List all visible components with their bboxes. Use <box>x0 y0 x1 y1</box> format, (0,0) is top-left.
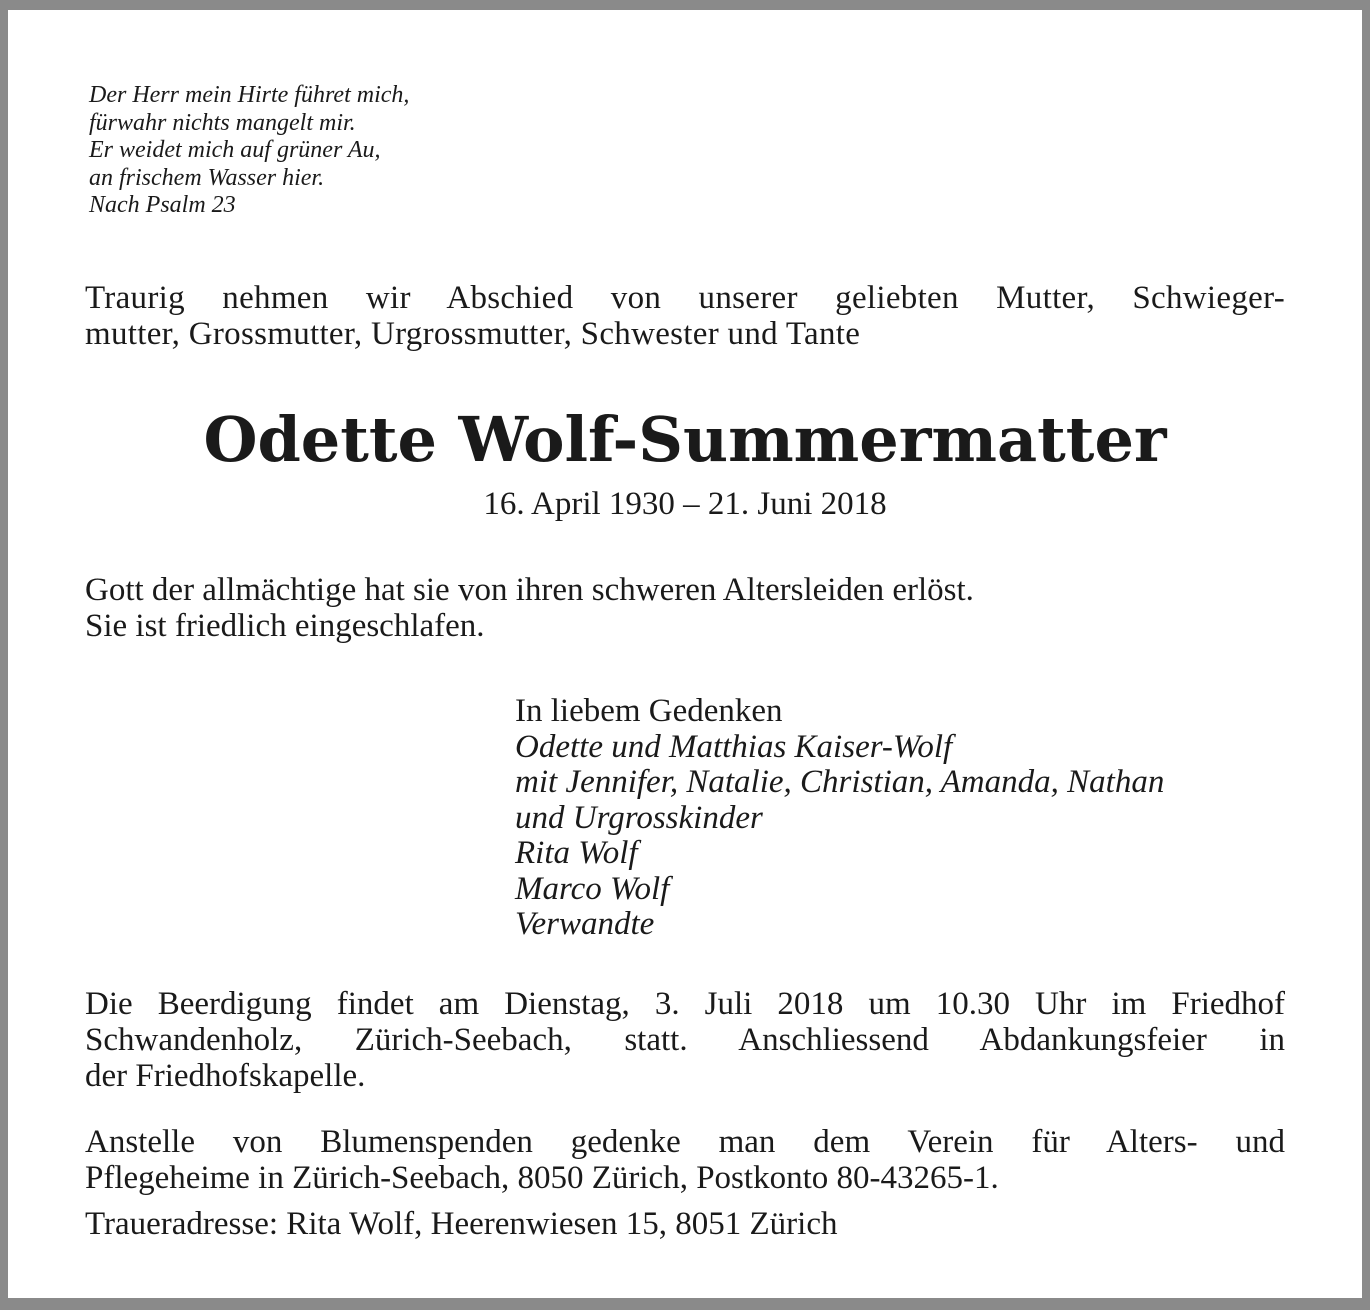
mourner-line: Marco Wolf <box>515 870 670 907</box>
intro-line: mutter, Grossmutter, Urgrossmutter, Schwester und Tante <box>85 316 861 352</box>
mourner-line: Verwandte <box>515 906 655 942</box>
mourner-line: und Urgrosskinder <box>515 799 763 836</box>
psalm-line: fürwahr nichts mangelt mir. <box>89 109 356 136</box>
donation-line: Pflegeheime in Zürich-Seebach, 8050 Zürich, Postkonto 80-43265-1. <box>85 1160 999 1196</box>
burial-info <box>85 986 1285 1094</box>
life-dates: 16. April 1930 – 21. Juni 2018 <box>483 486 887 522</box>
release-text <box>85 572 974 644</box>
psalm-source: Nach Psalm 23 <box>89 192 236 218</box>
memory-heading: In liebem Gedenken <box>515 693 783 729</box>
mourner-line: Odette und Matthias Kaiser-Wolf <box>515 728 953 765</box>
burial-line: der Friedhofskapelle. <box>85 1058 366 1094</box>
mourning-address <box>85 1206 1285 1242</box>
mourners-block <box>515 694 1164 943</box>
release-line: Sie ist friedlich eingeschlafen. <box>85 608 485 644</box>
deceased-name: Odette Wolf-Summermatter <box>203 403 1167 476</box>
psalm-line: Er weidet mich auf grüner Au, <box>89 137 381 163</box>
burial-line: Schwandenholz, Zürich-Seebach, statt. Anschliessend Abdankungsfeier in <box>85 1022 1285 1058</box>
address-line: Traueradresse: Rita Wolf, Heerenwiesen 15, 8051 Zürich <box>85 1206 838 1242</box>
mourner-line: mit Jennifer, Natalie, Christian, Amanda, Nathan <box>515 764 1165 800</box>
mourner-line: Rita Wolf <box>515 835 638 871</box>
mourners-list <box>515 730 1164 943</box>
psalm-line: an frischem Wasser hier. <box>89 164 325 191</box>
intro-line: Traurig nehmen wir Abschied von unserer geliebten Mutter, Schwieger- <box>85 280 1285 316</box>
release-line: Gott der allmächtige hat sie von ihren schweren Altersleiden erlöst. <box>85 572 974 608</box>
farewell-intro <box>85 280 1285 352</box>
burial-line: Die Beerdigung findet am Dienstag, 3. Juli 2018 um 10.30 Uhr im Friedhof <box>85 986 1285 1022</box>
psalm-line: Der Herr mein Hirte führet mich, <box>89 82 410 108</box>
donation-info <box>85 1124 1285 1196</box>
donation-line: Anstelle von Blumenspenden gedenke man dem Verein für Alters- und <box>85 1124 1285 1160</box>
psalm-quote <box>89 82 409 220</box>
obituary-notice <box>8 10 1362 1298</box>
